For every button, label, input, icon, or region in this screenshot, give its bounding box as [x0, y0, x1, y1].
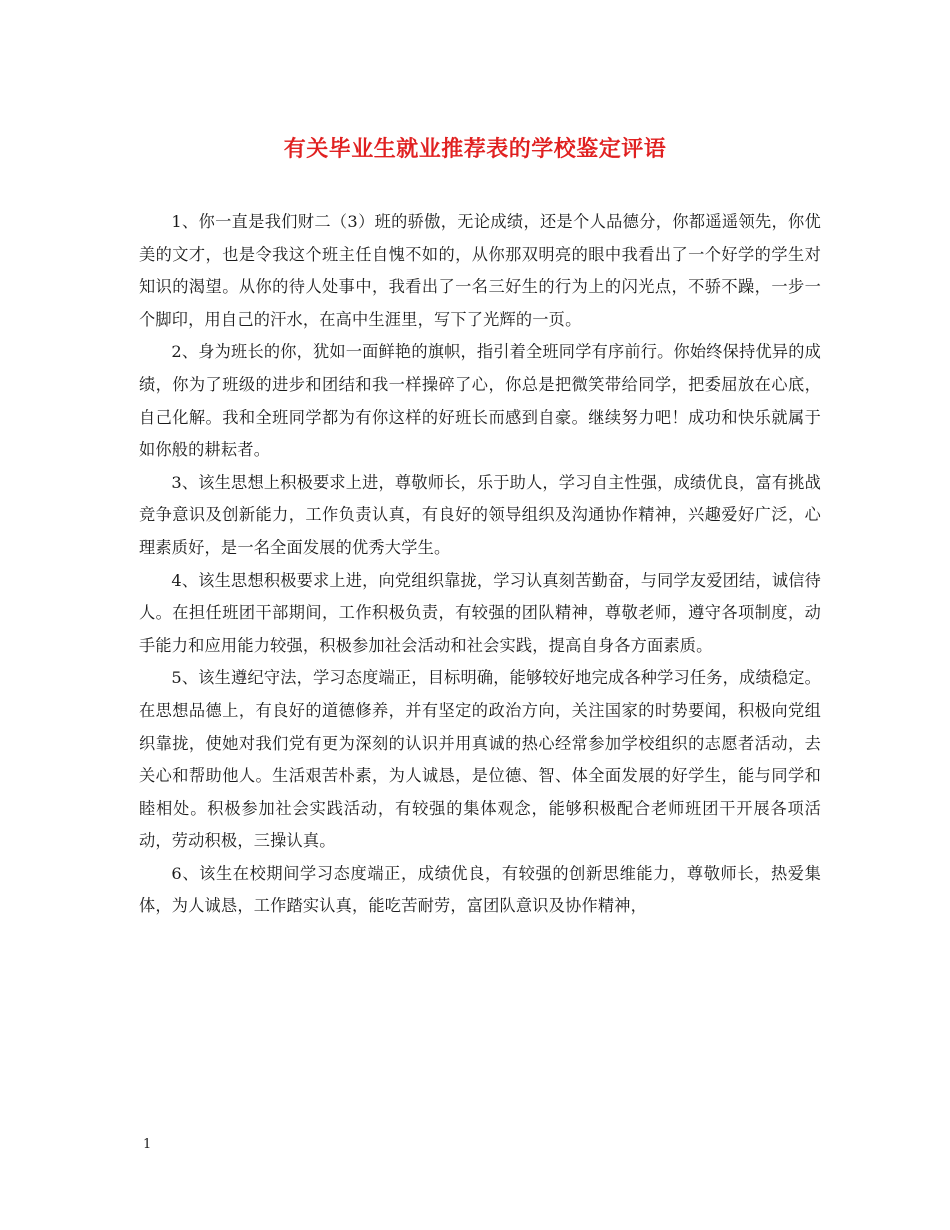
page-number: 1 — [143, 1137, 152, 1152]
document-title: 有关毕业生就业推荐表的学校鉴定评语 — [283, 136, 667, 162]
document-body — [139, 206, 821, 923]
paragraph-1: 1、你一直是我们财二（3）班的骄傲，无论成绩，还是个人品德分，你都遥遥领先，你优美的文才，也是令我这个班主任自愧不如的，从你那双明亮的眼中我看出了一个好学的学生对知识的渴望。从你的待人处事中，我看出了一名三好生的行为上的闪光点，不骄不躁，一步一个脚印，用自己的汗水，在高中生涯里，写下了光辉的一页。 — [139, 212, 821, 329]
paragraph-3: 3、该生思想上积极要求上进，尊敬师长，乐于助人，学习自主性强，成绩优良，富有挑战竞争意识及创新能力，工作负责认真，有良好的领导组织及沟通协作精神，兴趣爱好广泛，心理素质好，是一名全面发展的优秀大学生。 — [139, 472, 821, 557]
paragraph-5: 5、该生遵纪守法，学习态度端正，目标明确，能够较好地完成各种学习任务，成绩稳定。在思想品德上，有良好的道德修养，并有坚定的政治方向，关注国家的时势要闻，积极向党组织靠拢，使她对我们党有更为深刻的认识并用真诚的热心经常参加学校组织的志愿者活动，去关心和帮助他人。生活艰苦朴素，为人诚恳，是位德、智、体全面发展的好学生，能与同学和睦相处。积极参加社会实践活动，有较强的集体观念，能够积极配合老师班团干开展各项活动，劳动积极，三操认真。 — [139, 668, 821, 851]
paragraph-4: 4、该生思想积极要求上进，向党组织靠拢，学习认真刻苦勤奋，与同学友爱团结，诚信待人。在担任班团干部期间，工作积极负责，有较强的团队精神，尊敬老师，遵守各项制度，动手能力和应用能力较强，积极参加社会活动和社会实践，提高自身各方面素质。 — [139, 570, 821, 655]
paragraph-2: 2、身为班长的你，犹如一面鲜艳的旗帜，指引着全班同学有序前行。你始终保持优异的成绩，你为了班级的进步和团结和我一样操碎了心，你总是把微笑带给同学，把委屈放在心底，自己化解。我和全班同学都为有你这样的好班长而感到自豪。继续努力吧！成功和快乐就属于如你般的耕耘者。 — [139, 342, 821, 460]
paragraph-6: 6、该生在校期间学习态度端正，成绩优良，有较强的创新思维能力，尊敬师长，热爱集体，为人诚恳，工作踏实认真，能吃苦耐劳，富团队意识及协作精神， — [139, 863, 821, 916]
